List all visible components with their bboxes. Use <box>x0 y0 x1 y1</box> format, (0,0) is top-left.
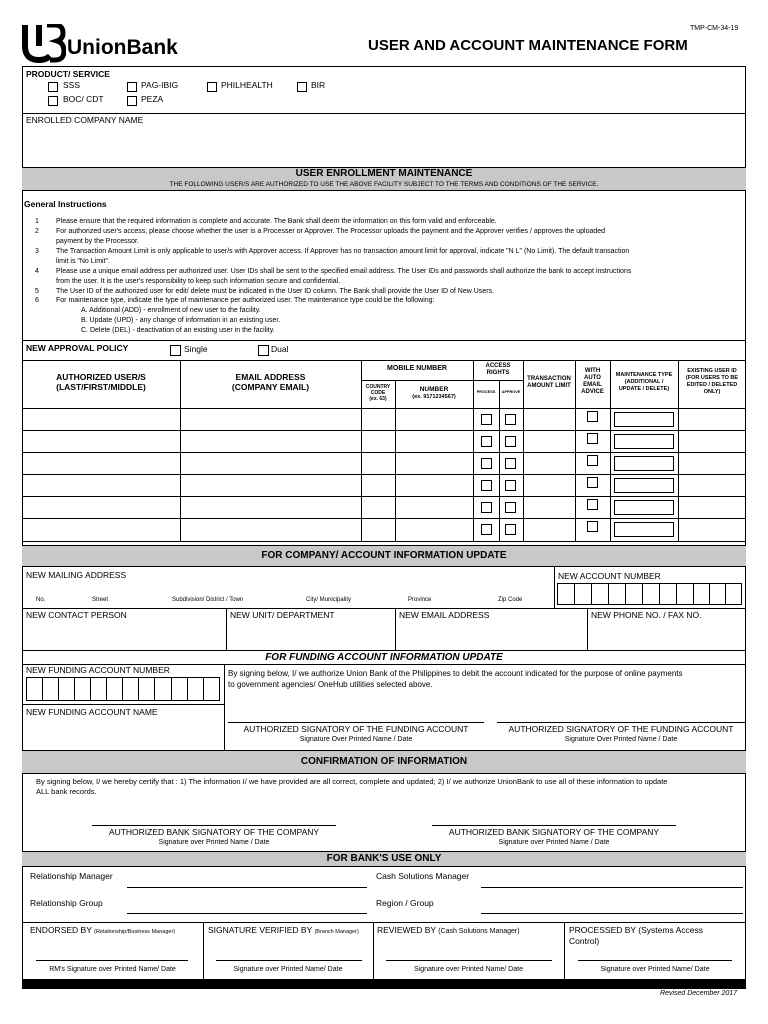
checkbox-single[interactable] <box>170 345 181 356</box>
instr-num-6: 6 <box>35 297 39 304</box>
approve-checkbox-6[interactable] <box>505 524 516 535</box>
instructions-heading: General Instructions <box>24 199 107 209</box>
enrolled-company-input[interactable] <box>24 128 744 166</box>
verified-sub: (Branch Manager) <box>314 929 359 935</box>
col-number: NUMBER <box>419 386 449 393</box>
process-checkbox-6[interactable] <box>481 524 492 535</box>
addr-street: Street <box>92 597 109 603</box>
endorsed-label <box>30 926 175 935</box>
confirmation-text: By signing below, I/ we hereby certify that : 1) The information I/ we have provided are all correct, complete and updated; 2) I/ we authorize UnionBank to use all of these information to update <box>36 777 668 786</box>
approve-checkbox-5[interactable] <box>505 502 516 513</box>
reviewed-text: REVIEWED BY <box>377 925 436 935</box>
col-email-sub: (COMPANY EMAIL) <box>231 382 310 392</box>
user-enrollment-subtitle: THE FOLLOWING USER/S ARE AUTHORIZED TO USE THE ABOVE FACILITY SUBJECT TO THE TERMS AND CONDITIONS OF THE SERVICE. <box>169 181 599 188</box>
funding-sig-caption-2: Signature Over Printed Name / Date <box>564 736 678 743</box>
processed-label: PROCESSED BY (Systems Access <box>569 925 703 935</box>
instr-num-5: 5 <box>35 288 39 295</box>
instr-num-2: 2 <box>35 228 39 235</box>
col-userid-2: (FOR USERS TO BE <box>685 375 739 381</box>
instr-2b: payment by the Processor. <box>56 238 139 245</box>
rm-label: Relationship Manager <box>30 871 113 881</box>
col-approve: APPROVE <box>501 390 521 394</box>
col-userid: EXISTING USER ID <box>687 368 737 374</box>
mailing-label: NEW MAILING ADDRESS <box>26 570 127 580</box>
funding-signatory-2: AUTHORIZED SIGNATORY OF THE FUNDING ACCOUNT <box>508 724 734 734</box>
account-number-label: NEW ACCOUNT NUMBER <box>558 571 661 581</box>
maintenance-field-1[interactable] <box>614 412 674 427</box>
approval-policy-label: NEW APPROVAL POLICY <box>26 343 129 353</box>
col-maint-3: UPDATE / DELETE) <box>618 386 670 392</box>
instr-2a: For authorized user's access, please choose whether the user is a Processer or Approver. The Processor uploads the payment and the Approver verifies / approves the uploaded <box>56 228 606 235</box>
instr-num-4: 4 <box>35 268 39 275</box>
auto-email-checkbox-6[interactable] <box>587 521 598 532</box>
option-boc-cdt: BOC/ CDT <box>63 94 104 104</box>
instr-1: Please ensure that the required information is complete and accurate. The Bank shall deem the information on this form valid and enforceable. <box>56 218 497 225</box>
rg-label: Relationship Group <box>30 898 103 908</box>
reviewed-sig-caption: Signature over Printed Name/ Date <box>414 966 523 973</box>
company-update-title: FOR COMPANY/ ACCOUNT INFORMATION UPDATE <box>261 550 507 561</box>
col-auto-3: EMAIL <box>583 382 602 388</box>
col-number-sub: (ex. 9171234567) <box>412 394 456 400</box>
col-country-3: (ex. 63) <box>369 396 387 402</box>
phone-label: NEW PHONE NO. / FAX NO. <box>591 610 702 620</box>
company-sig-caption-2: Signature over Printed Name / Date <box>498 839 610 846</box>
funding-update-title: FOR FUNDING ACCOUNT INFORMATION UPDATE <box>265 652 503 663</box>
unit-label: NEW UNIT/ DEPARTMENT <box>230 610 335 620</box>
col-limit-2: AMOUNT LIMIT <box>527 383 571 389</box>
revised-date: Revised December 2017 <box>660 990 738 997</box>
col-user-sub: (LAST/FIRST/MIDDLE) <box>56 382 146 392</box>
confirmation-title: CONFIRMATION OF INFORMATION <box>300 756 468 767</box>
verified-text: SIGNATURE VERIFIED BY <box>208 925 313 935</box>
dual-label: Dual <box>271 344 289 354</box>
instr-num-1: 1 <box>35 218 39 225</box>
region-label: Region / Group <box>376 898 434 908</box>
checkbox-bir[interactable] <box>297 82 307 92</box>
funding-name-label: NEW FUNDING ACCOUNT NAME <box>26 707 158 717</box>
funding-statement-2: to government agencies/ OneHub utilities selected above. <box>228 680 433 689</box>
verified-sig-caption: Signature over Printed Name/ Date <box>233 966 343 973</box>
col-email: EMAIL ADDRESS <box>235 372 306 382</box>
process-checkbox-5[interactable] <box>481 502 492 513</box>
user-enrollment-title: USER ENROLLMENT MAINTENANCE <box>295 168 473 179</box>
instr-4b: from the user. It is the user's responsibility to keep such information secure and confidential. <box>56 278 341 285</box>
col-maint: MAINTENANCE TYPE <box>615 372 673 378</box>
instr-3a: The Transaction Amount Limit is only applicable to user/s with Approver access. If Approver has no transaction amount limit for approval, indicate "N L" (No Limit). The default transaction <box>56 248 630 255</box>
col-userid-4: ONLY) <box>703 389 721 395</box>
unionbank-logo <box>22 24 212 64</box>
col-process: PROCESS <box>476 390 496 394</box>
process-checkbox-1[interactable] <box>481 414 492 425</box>
unionbank-logo-mark <box>22 24 66 64</box>
col-access: ACCESS <box>485 363 511 369</box>
reviewed-label <box>377 926 520 936</box>
enrolled-company-label: ENROLLED COMPANY NAME <box>26 115 144 125</box>
endorsed-sub: (Relationship/Business Manager) <box>94 929 176 935</box>
single-label: Single <box>184 344 208 354</box>
process-checkbox-4[interactable] <box>481 480 492 491</box>
approve-checkbox-2[interactable] <box>505 436 516 447</box>
addr-zip: Zip Code <box>498 597 523 603</box>
company-signatory-1: AUTHORIZED BANK SIGNATORY OF THE COMPANY <box>108 827 320 837</box>
addr-subdivision: Subdivision/ District / Town <box>172 597 244 603</box>
instr-6b: B. Update (UPD) - any change of information in an existing user. <box>81 317 281 324</box>
brand-name: UnionBank <box>67 36 178 59</box>
form-title: USER AND ACCOUNT MAINTENANCE FORM <box>368 37 688 54</box>
auto-email-checkbox-3[interactable] <box>587 455 598 466</box>
maintenance-field-3[interactable] <box>614 456 674 471</box>
instr-3b: limit is "No Limit". <box>56 258 110 265</box>
col-access-2: RIGHTS <box>486 370 510 376</box>
col-country: COUNTRY <box>365 384 391 390</box>
auto-email-checkbox-5[interactable] <box>587 499 598 510</box>
checkbox-pag-ibig[interactable] <box>127 82 137 92</box>
funding-number-label: NEW FUNDING ACCOUNT NUMBER <box>26 665 170 675</box>
instr-num-3: 3 <box>35 248 39 255</box>
addr-city: City/ Municipality <box>306 597 352 603</box>
contact-label: NEW CONTACT PERSON <box>26 610 127 620</box>
product-label: PRODUCT/ SERVICE <box>26 69 110 79</box>
verified-label <box>208 926 359 935</box>
footer-bar <box>22 979 746 989</box>
maintenance-field-4[interactable] <box>614 478 674 493</box>
option-pag-ibig: PAG-IBIG <box>141 80 179 90</box>
instr-6c: C. Delete (DEL) - deactivation of an existing user in the facility. <box>81 327 275 334</box>
checkbox-boc-cdt[interactable] <box>48 96 58 106</box>
process-checkbox-3[interactable] <box>481 458 492 469</box>
col-auto: WITH <box>584 368 601 374</box>
instr-4a: Please use a unique email address per authorized user. User IDs shall be sent to the specified email address. The User IDs and passwords shall authorize the bank to accept instructions <box>56 268 632 275</box>
checkbox-sss[interactable] <box>48 82 58 92</box>
col-user: AUTHORIZED USER/S <box>56 372 146 382</box>
col-maint-2: (ADDITIONAL / <box>624 379 664 385</box>
col-auto-2: AUTO <box>584 375 601 381</box>
processed-label-2: Control) <box>569 936 600 946</box>
col-mobile: MOBILE NUMBER <box>387 365 447 372</box>
reviewed-sub: (Cash Solutions Manager) <box>438 928 520 935</box>
option-sss: SSS <box>63 80 81 90</box>
instr-6a: A. Additional (ADD) - enrollment of new user to the facility. <box>81 307 261 314</box>
csm-label: Cash Solutions Manager <box>376 871 470 881</box>
checkbox-peza[interactable] <box>127 96 137 106</box>
option-peza: PEZA <box>141 94 164 104</box>
user-table <box>22 360 746 542</box>
maintenance-field-6[interactable] <box>614 522 674 537</box>
option-bir: BIR <box>311 80 326 90</box>
maintenance-field-2[interactable] <box>614 434 674 449</box>
email-label: NEW EMAIL ADDRESS <box>399 610 490 620</box>
approve-checkbox-1[interactable] <box>505 414 516 425</box>
addr-no: No. <box>36 597 46 603</box>
auto-email-checkbox-2[interactable] <box>587 433 598 444</box>
auto-email-checkbox-1[interactable] <box>587 411 598 422</box>
checkbox-dual[interactable] <box>258 345 269 356</box>
form-code: TMP-CM-34-19 <box>690 25 739 32</box>
funding-statement: By signing below, I/ we authorize Union Bank of the Philippines to debit the account indicated for the purpose of online payments <box>228 669 683 678</box>
col-country-2: CODE <box>370 390 386 396</box>
company-sig-caption-1: Signature over Printed Name / Date <box>158 839 270 846</box>
process-checkbox-2[interactable] <box>481 436 492 447</box>
bank-use-title: FOR BANK'S USE ONLY <box>326 853 442 864</box>
confirmation-text-2: ALL bank records. <box>36 787 97 796</box>
account-number-boxes[interactable] <box>557 583 742 605</box>
checkbox-philhealth[interactable] <box>207 82 217 92</box>
maintenance-field-5[interactable] <box>614 500 674 515</box>
auto-email-checkbox-4[interactable] <box>587 477 598 488</box>
processed-sig-caption: Signature over Printed Name/ Date <box>600 966 710 973</box>
col-userid-3: EDITED / DELETED <box>686 382 738 388</box>
col-limit: TRANSACTION <box>527 376 571 382</box>
instr-6: For maintenance type, indicate the type of maintenance per authorized user. The maintenance type could be the following: <box>56 297 435 304</box>
addr-province: Province <box>408 597 432 603</box>
rm-sig-caption: RM's Signature over Printed Name/ Date <box>49 966 176 973</box>
funding-sig-caption-1: Signature Over Printed Name / Date <box>299 736 413 743</box>
approve-checkbox-3[interactable] <box>505 458 516 469</box>
option-philhealth: PHILHEALTH <box>221 80 273 90</box>
company-signatory-2: AUTHORIZED BANK SIGNATORY OF THE COMPANY <box>448 827 660 837</box>
col-auto-4: ADVICE <box>581 389 604 395</box>
approve-checkbox-4[interactable] <box>505 480 516 491</box>
instr-5: The User ID of the authorized user for edit/ delete must be indicated in the User ID column. The Bank shall provide the User ID of New Users. <box>56 288 494 295</box>
funding-number-boxes[interactable] <box>26 677 220 701</box>
funding-signatory-1: AUTHORIZED SIGNATORY OF THE FUNDING ACCOUNT <box>243 724 469 734</box>
endorsed-text: ENDORSED BY <box>30 925 92 935</box>
